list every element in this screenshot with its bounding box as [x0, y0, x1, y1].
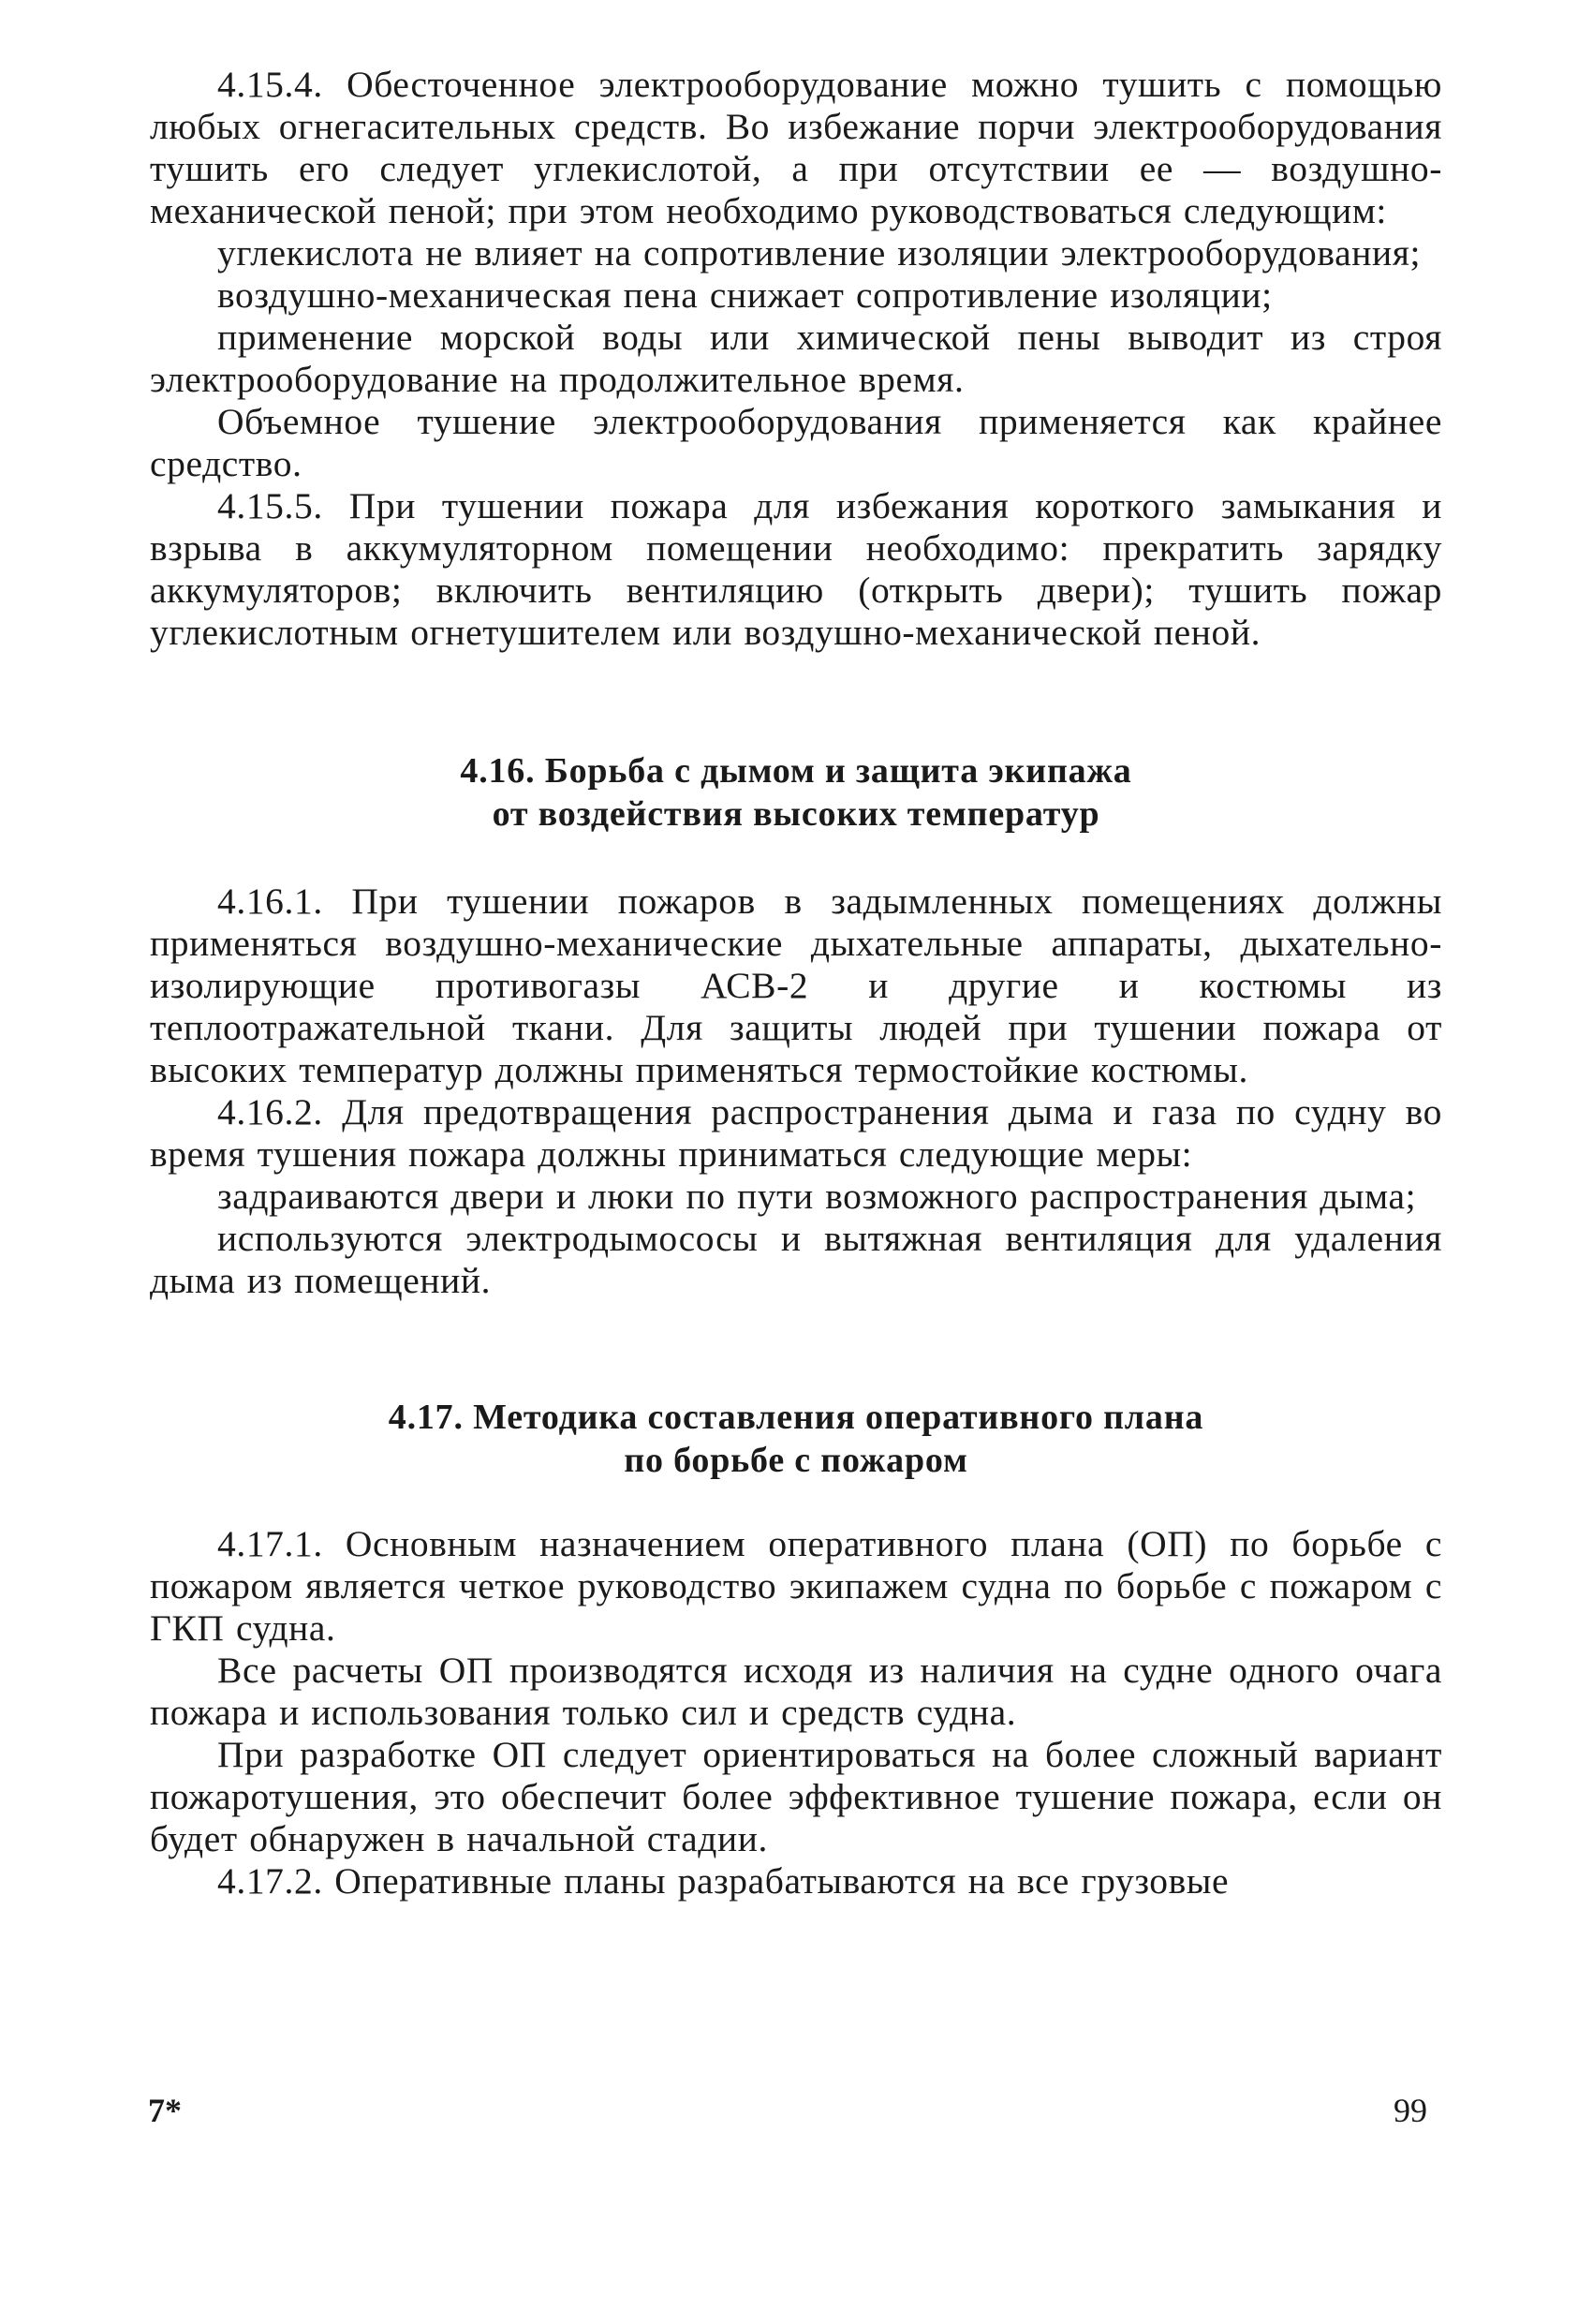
paragraph-4-17-2: 4.17.2. Оперативные планы разрабатываются на все грузовые — [217, 1860, 1230, 1902]
section-heading-4-17-line1: 4.17. Методика составления оперативного плана — [388, 1398, 1204, 1437]
paragraph-seawater-effect: применение морской воды или химической пены выводит из строя электрооборудование на продолжительное время. — [150, 317, 1442, 400]
paragraph-4-15-4: 4.15.4. Обесточенное электрооборудование можно тушить с помощью любых огнегасительных средств. Во избежание порчи электрооборудования тушить его следует углекислотой, а при отсутствии ее — воздушно-механической пеной; при этом необходимо руководствоваться следующим: — [150, 64, 1442, 231]
page-body — [150, 64, 1442, 1902]
paragraph-4-15-5: 4.15.5. При тушении пожара для избежания короткого замыкания и взрыва в аккумуляторном помещении необходимо: прекратить зарядку аккумуляторов; включить вентиляцию (открыть двери); тушить пожар углекислотным огнетушителем или воздушно-механической пеной. — [150, 485, 1442, 653]
page-number: 99 — [1394, 2092, 1427, 2129]
paragraph-doors-hatches: задраиваются двери и люки по пути возможного распространения дыма; — [217, 1176, 1417, 1217]
paragraph-4-17-1: 4.17.1. Основным назначением оперативного плана (ОП) по борьбе с пожаром является четкое руководство экипажем судна по борьбе с пожаром с ГКП судна. — [150, 1523, 1442, 1649]
paragraph-co2-effect: углекислота не влияет на сопротивление изоляции электрооборудования; — [217, 232, 1422, 274]
paragraph-volume-extinguishing: Объемное тушение электрооборудования применяется как крайнее средство. — [150, 401, 1442, 484]
section-heading-4-17 — [150, 1396, 1442, 1482]
paragraph-foam-effect: воздушно-механическая пена снижает сопротивление изоляции; — [217, 274, 1273, 316]
paragraph-4-16-1: 4.16.1. При тушении пожаров в задымленных помещениях должны применяться воздушно-механические дыхательные аппараты, дыхательно-изолирующие противогазы АСВ-2 и другие и костюмы из теплоотражательной ткани. Для защиты людей при тушении пожара от высоких температур должны применяться термостойкие костюмы. — [150, 881, 1442, 1090]
paragraph-smoke-exhausters: используются электродымососы и вытяжная вентиляция для удаления дыма из помещений. — [150, 1218, 1442, 1301]
paragraph-development: При разработке ОП следует ориентироваться на более сложный вариант пожаротушения, это обеспечит более эффективное тушение пожара, если он будет обнаружен в начальной стадии. — [150, 1734, 1442, 1859]
section-heading-4-16-line2: от воздействия высоких температур — [492, 794, 1100, 834]
signature-mark: 7* — [148, 2092, 182, 2129]
section-heading-4-17-line2: по борьбе с пожаром — [624, 1441, 968, 1480]
section-heading-4-16-line1: 4.16. Борьба с дымом и защита экипажа — [460, 751, 1132, 791]
paragraph-calculations: Все расчеты ОП производятся исходя из наличия на судне одного очага пожара и использования только сил и средств судна. — [150, 1650, 1442, 1733]
section-heading-4-16 — [150, 749, 1442, 836]
paragraph-4-16-2: 4.16.2. Для предотвращения распространения дыма и газа по судну во время тушения пожара должны приниматься следующие меры: — [150, 1091, 1442, 1175]
